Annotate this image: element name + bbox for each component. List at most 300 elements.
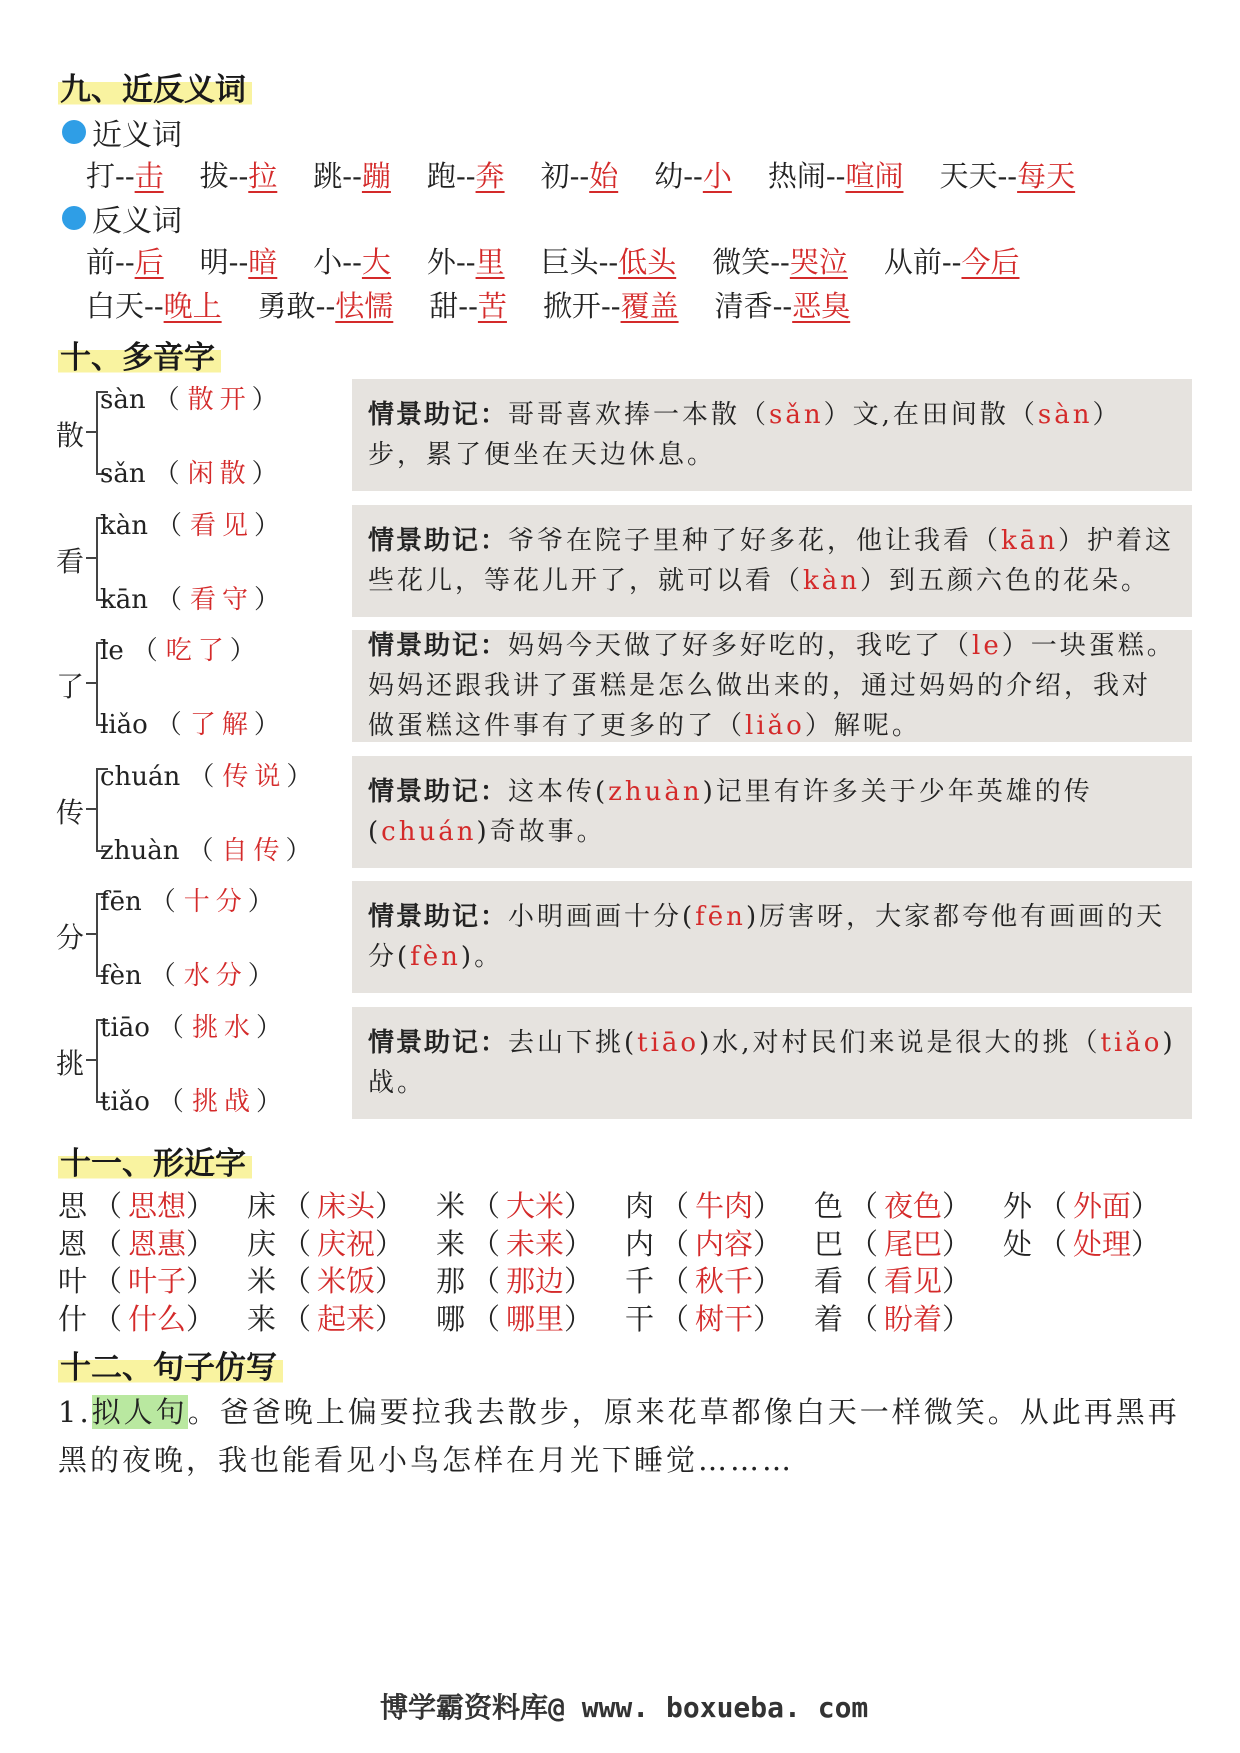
similar-char-cell [625, 1222, 814, 1263]
paren: ） [186, 1226, 216, 1261]
word-left: 天天 [939, 159, 998, 193]
pinyin: liǎo [100, 710, 148, 740]
paren: （ [660, 1189, 690, 1223]
base-char: 思 [58, 1189, 88, 1223]
memory-label: 情景助记： [368, 1027, 509, 1058]
section-11-title: 十一、形近字 [58, 1138, 252, 1183]
similar-char-cell [436, 1259, 625, 1300]
word-dash: -- [342, 159, 362, 193]
example-word: 自传 [221, 835, 286, 866]
word-left: 初 [540, 159, 570, 193]
polyphone-char: 了 [56, 670, 85, 703]
paren: ） [375, 1264, 405, 1298]
base-char: 着 [814, 1301, 844, 1336]
pinyin: zhuàn [100, 835, 180, 866]
word-pair [939, 154, 1075, 195]
word-left: 热闹 [767, 159, 826, 193]
base-char: 内 [625, 1226, 655, 1261]
antonym-row-1 [86, 240, 1055, 281]
paren: （ [660, 1264, 690, 1298]
example-word: 十分 [183, 887, 248, 917]
memory-text [368, 772, 1176, 852]
paren: （ [157, 1086, 184, 1117]
word-left: 幼 [654, 159, 684, 193]
word-right: 击 [134, 159, 164, 193]
example-word: 水分 [183, 961, 248, 991]
word-right: 晚上 [163, 289, 222, 323]
similar-char-cell [58, 1222, 247, 1263]
base-char: 哪 [436, 1301, 466, 1336]
memo-pinyin: fèn [410, 942, 461, 972]
similar-char-cell [247, 1259, 436, 1300]
word-left: 甜 [429, 289, 459, 323]
example-word: 闲散 [187, 459, 252, 489]
similar-chars-row [58, 1184, 1192, 1225]
paren: （ [93, 1264, 123, 1298]
word-left: 跳 [313, 159, 343, 193]
paren: （ [471, 1264, 501, 1298]
memo-text: 去山下挑( [508, 1027, 638, 1058]
reading-line [100, 579, 280, 616]
similar-char-cell [1003, 1222, 1192, 1263]
word-right: 每天 [1017, 159, 1076, 193]
memory-text [368, 395, 1176, 475]
compound-word: 秋千 [695, 1264, 754, 1298]
paren: ） [564, 1189, 594, 1223]
pinyin: chuán [100, 761, 181, 792]
word-right: 后 [134, 245, 164, 279]
paren: （ [156, 584, 183, 615]
paren: ） [255, 1012, 282, 1043]
base-char: 肉 [625, 1189, 655, 1223]
paren: ） [564, 1226, 594, 1261]
paren: ） [375, 1301, 405, 1336]
paren: ） [251, 459, 278, 489]
word-left: 清香 [714, 289, 773, 323]
word-dash: -- [569, 159, 590, 193]
compound-word: 叶子 [128, 1264, 187, 1298]
word-left: 掀开 [542, 289, 601, 323]
memo-pinyin: liǎo [745, 711, 805, 741]
memo-text: )记里有许多关于少年英雄的传( [368, 776, 1093, 847]
word-right: 低头 [618, 245, 677, 279]
reading-line [100, 830, 311, 867]
word-pair [429, 284, 507, 325]
paren: （ [282, 1264, 312, 1298]
paren: ） [753, 1301, 783, 1336]
word-pair [200, 154, 278, 195]
item-number: 1. [58, 1395, 92, 1429]
polyphone-char: 传 [56, 795, 85, 829]
reading-line [100, 505, 280, 542]
example-word: 挑战 [191, 1086, 256, 1117]
word-left: 外 [426, 245, 456, 279]
compound-word: 盼着 [884, 1301, 943, 1336]
word-right: 恶臭 [792, 289, 851, 323]
word-pair [715, 284, 851, 325]
paren: ） [254, 584, 281, 615]
memory-box [352, 630, 1192, 742]
word-dash: -- [997, 159, 1018, 193]
word-left: 微笑 [712, 245, 771, 279]
word-pair [712, 240, 848, 281]
word-left: 打 [86, 159, 116, 193]
similar-char-cell [58, 1297, 247, 1338]
compound-word: 尾巴 [884, 1226, 943, 1261]
memory-text [368, 1023, 1176, 1103]
memo-pinyin: le [972, 631, 1002, 661]
memo-text: )战。 [368, 1027, 1176, 1098]
word-dash: -- [600, 289, 621, 323]
section-9-title: 九、近反义词 [58, 64, 252, 109]
word-left: 白天 [86, 289, 145, 323]
memory-label: 情景助记： [368, 631, 509, 661]
memo-text: ）护着这些花儿，等花儿开了，就可以看（ [368, 525, 1175, 596]
example-word: 吃了 [165, 636, 230, 666]
reading-line [100, 955, 274, 992]
paren: ） [942, 1226, 972, 1261]
base-char: 庆 [247, 1226, 277, 1261]
compound-word: 庆祝 [317, 1226, 376, 1261]
personification-tag: 拟人句 [91, 1395, 188, 1429]
memo-text: 哥哥喜欢捧一本散（ [508, 400, 770, 430]
base-char: 干 [625, 1301, 655, 1336]
memo-text: ）到五颜六色的花朵。 [860, 565, 1151, 596]
memo-pinyin: kān [1001, 525, 1059, 556]
reading-line [100, 756, 312, 793]
word-dash: -- [342, 245, 362, 279]
word-left: 从前 [883, 245, 942, 279]
compound-word: 什么 [128, 1301, 187, 1336]
memo-text: ）步，累了便坐在天边休息。 [368, 400, 1122, 470]
pinyin: le [100, 636, 124, 666]
paren: ） [186, 1189, 216, 1223]
section-12-title: 十二、句子仿写 [58, 1342, 283, 1387]
paren: （ [849, 1226, 879, 1261]
imitation-paragraph [58, 1388, 1188, 1484]
word-pair [654, 154, 732, 195]
paren: （ [1038, 1189, 1068, 1223]
paren: ） [753, 1226, 783, 1261]
paren: （ [149, 887, 176, 917]
reading-line [100, 1081, 282, 1118]
compound-word: 思想 [128, 1189, 187, 1223]
memory-box [352, 756, 1192, 868]
polyphone-char: 散 [56, 419, 85, 452]
word-pair [200, 240, 278, 281]
word-left: 拔 [199, 159, 229, 193]
base-char: 看 [814, 1264, 844, 1298]
word-dash: -- [455, 245, 476, 279]
memo-pinyin: kàn [803, 565, 861, 596]
memo-text: 妈妈今天做了好多好吃的，我吃了（ [508, 631, 973, 661]
compound-word: 那边 [506, 1264, 565, 1298]
pinyin: tiǎo [100, 1086, 150, 1117]
word-left: 勇敢 [257, 289, 316, 323]
pinyin: kān [100, 584, 149, 615]
memo-pinyin: tiāo [637, 1027, 700, 1058]
memo-text: )。 [460, 942, 504, 972]
word-dash: -- [772, 289, 793, 323]
memory-label: 情景助记： [368, 400, 509, 430]
base-char: 床 [247, 1189, 277, 1223]
compound-word: 看见 [884, 1264, 943, 1298]
word-right: 怯懦 [335, 289, 394, 323]
word-right: 蹦 [361, 159, 391, 193]
word-right: 始 [589, 159, 619, 193]
paren: ） [1131, 1189, 1161, 1223]
paren: （ [93, 1226, 123, 1261]
word-dash: -- [941, 245, 962, 279]
pinyin: fēn [100, 887, 142, 917]
similar-char-cell [814, 1297, 1003, 1338]
similar-chars-row [58, 1259, 1003, 1300]
memory-text [368, 521, 1176, 601]
memory-box [352, 881, 1192, 993]
base-char: 来 [247, 1301, 277, 1336]
base-char: 叶 [58, 1264, 88, 1298]
paren: ） [251, 385, 278, 415]
word-left: 巨头 [540, 245, 599, 279]
word-pair [427, 154, 505, 195]
memo-text: )奇故事。 [476, 816, 606, 847]
base-char: 千 [625, 1264, 655, 1298]
word-right: 奔 [475, 159, 505, 193]
memo-text: 爷爷在院子里种了好多花，他让我看（ [508, 525, 1002, 556]
paren: （ [131, 636, 158, 666]
paren: （ [153, 385, 180, 415]
paren: （ [849, 1189, 879, 1223]
memory-text [368, 897, 1176, 977]
paren: ） [1131, 1226, 1161, 1261]
paren: （ [187, 835, 214, 866]
paren: （ [153, 459, 180, 489]
word-dash: -- [115, 245, 135, 279]
paren: ） [375, 1226, 405, 1261]
reading-line [100, 881, 274, 918]
word-dash: -- [683, 159, 703, 193]
word-right: 喧闹 [845, 159, 904, 193]
paren: ） [286, 761, 313, 792]
paren: （ [471, 1226, 501, 1261]
compound-word: 起来 [317, 1301, 376, 1336]
word-pair [427, 240, 505, 281]
example-word: 看守 [190, 584, 255, 615]
paren: ） [564, 1264, 594, 1298]
base-char: 米 [436, 1189, 466, 1223]
memory-box [352, 379, 1192, 491]
paren: ） [186, 1301, 216, 1336]
synonym-label: 近义词 [92, 118, 182, 153]
word-right: 今后 [961, 245, 1020, 279]
word-right: 小 [702, 159, 732, 193]
memory-label: 情景助记： [368, 902, 509, 932]
pinyin: kàn [100, 510, 149, 541]
memory-box [352, 505, 1192, 617]
word-right: 苦 [477, 289, 507, 323]
paren: （ [282, 1301, 312, 1336]
memo-text: 这本传( [508, 776, 609, 807]
word-right: 大 [361, 245, 391, 279]
pinyin: fèn [100, 961, 142, 991]
memo-text: )水,对村民们来说是很大的挑（ [699, 1027, 1101, 1058]
paren: ） [942, 1301, 972, 1336]
paren: ） [254, 510, 281, 541]
compound-word: 未来 [506, 1226, 565, 1261]
paren: ） [753, 1264, 783, 1298]
memo-pinyin: sàn [1037, 400, 1093, 430]
base-char: 那 [436, 1264, 466, 1298]
memory-text [368, 626, 1176, 746]
word-left: 小 [313, 245, 343, 279]
paren: （ [188, 761, 215, 792]
word-dash: -- [825, 159, 846, 193]
paren: ） [942, 1189, 972, 1223]
memo-pinyin: fēn [695, 902, 746, 932]
bullet-dot-icon [62, 206, 86, 230]
word-dash: -- [315, 289, 336, 323]
paren: （ [93, 1189, 123, 1223]
polyphone-char: 分 [56, 921, 85, 954]
paren: （ [156, 510, 183, 541]
word-dash: -- [458, 289, 478, 323]
word-dash: -- [228, 245, 249, 279]
compound-word: 大米 [506, 1189, 565, 1223]
paren: ） [753, 1189, 783, 1223]
word-pair [313, 154, 391, 195]
paren: （ [471, 1301, 501, 1336]
footer-watermark: 博学霸资料库@ www. boxueba. com [380, 1691, 869, 1724]
paren: （ [660, 1226, 690, 1261]
base-char: 处 [1003, 1226, 1033, 1261]
pinyin: sǎn [100, 459, 146, 489]
reading-line [100, 630, 256, 667]
polyphone-char: 看 [56, 544, 85, 578]
paren: ） [255, 1086, 282, 1117]
similar-char-cell [436, 1222, 625, 1263]
sentence-text: 。爸爸晚上偏要拉我去散步，原来花草都像白天一样微笑。从此再黑再黑的夜晚，我也能看见小鸟怎样在月光下睡觉……… [58, 1395, 1180, 1477]
word-left: 前 [86, 245, 116, 279]
word-pair [86, 154, 164, 195]
word-pair [768, 154, 904, 195]
paren: （ [149, 961, 176, 991]
similar-char-cell [814, 1259, 1003, 1300]
synonym-subheading [62, 110, 182, 154]
similar-char-cell [58, 1259, 247, 1300]
word-right: 里 [475, 245, 505, 279]
word-dash: -- [228, 159, 249, 193]
compound-word: 米饭 [317, 1264, 376, 1298]
paren: （ [849, 1301, 879, 1336]
reading-line [100, 379, 278, 416]
base-char: 来 [436, 1226, 466, 1261]
word-right: 拉 [248, 159, 278, 193]
polyphone-char: 挑 [56, 1046, 85, 1080]
example-word: 挑水 [191, 1012, 256, 1043]
word-left: 明 [199, 245, 229, 279]
paren: ） [375, 1189, 405, 1223]
memo-text: ）文,在田间散（ [823, 400, 1038, 430]
similar-char-cell [625, 1259, 814, 1300]
word-pair [86, 284, 222, 325]
word-pair [884, 240, 1020, 281]
word-pair [543, 284, 679, 325]
memo-text: )厉害呀，大家都夸他有画画的天分( [368, 902, 1166, 972]
word-dash: -- [455, 159, 476, 193]
paren: ） [229, 636, 256, 666]
similar-char-cell [436, 1184, 625, 1225]
memory-label: 情景助记： [368, 776, 509, 807]
paren: ） [186, 1264, 216, 1298]
paren: （ [157, 1012, 184, 1043]
memo-text: ）解呢。 [804, 711, 921, 741]
word-right: 哭泣 [789, 245, 848, 279]
base-char: 什 [58, 1301, 88, 1336]
bullet-dot-icon [62, 120, 86, 144]
antonym-label: 反义词 [92, 204, 182, 239]
similar-char-cell [436, 1297, 625, 1338]
pinyin: sàn [100, 385, 146, 415]
paren: （ [471, 1189, 501, 1223]
compound-word: 外面 [1073, 1189, 1132, 1223]
memory-label: 情景助记： [368, 525, 509, 556]
memory-box [352, 1007, 1192, 1119]
antonym-subheading [62, 196, 182, 240]
word-dash: -- [115, 159, 135, 193]
similar-char-cell [58, 1184, 247, 1225]
base-char: 色 [814, 1189, 844, 1223]
word-left: 跑 [426, 159, 456, 193]
word-dash: -- [770, 245, 790, 279]
similar-chars-row [58, 1222, 1192, 1263]
example-word: 了解 [189, 710, 254, 740]
base-char: 米 [247, 1264, 277, 1298]
compound-word: 哪里 [506, 1301, 565, 1336]
word-dash: -- [144, 289, 164, 323]
similar-char-cell [247, 1184, 436, 1225]
similar-chars-row [58, 1297, 1003, 1338]
section-10-title: 十、多音字 [58, 332, 221, 377]
word-right: 覆盖 [620, 289, 679, 323]
pinyin: tiāo [100, 1012, 150, 1043]
memo-pinyin: sǎn [769, 400, 824, 430]
compound-word: 树干 [695, 1301, 754, 1336]
memo-text: 小明画画十分( [508, 902, 696, 932]
reading-line [100, 453, 278, 490]
paren: （ [155, 710, 182, 740]
memo-pinyin: tiǎo [1100, 1027, 1163, 1058]
paren: （ [93, 1301, 123, 1336]
base-char: 巴 [814, 1226, 844, 1261]
similar-char-cell [247, 1297, 436, 1338]
memo-pinyin: chuán [381, 816, 477, 847]
paren: （ [282, 1226, 312, 1261]
paren: ） [253, 710, 280, 740]
similar-char-cell [814, 1184, 1003, 1225]
word-pair [86, 240, 164, 281]
compound-word: 恩惠 [128, 1226, 187, 1261]
word-pair [258, 284, 394, 325]
similar-char-cell [247, 1222, 436, 1263]
word-pair [313, 240, 391, 281]
paren: ） [942, 1264, 972, 1298]
paren: ） [285, 835, 312, 866]
reading-line [100, 704, 280, 741]
similar-char-cell [1003, 1184, 1192, 1225]
example-word: 传说 [222, 761, 287, 792]
memo-pinyin: zhuàn [608, 776, 703, 807]
paren: （ [660, 1301, 690, 1336]
